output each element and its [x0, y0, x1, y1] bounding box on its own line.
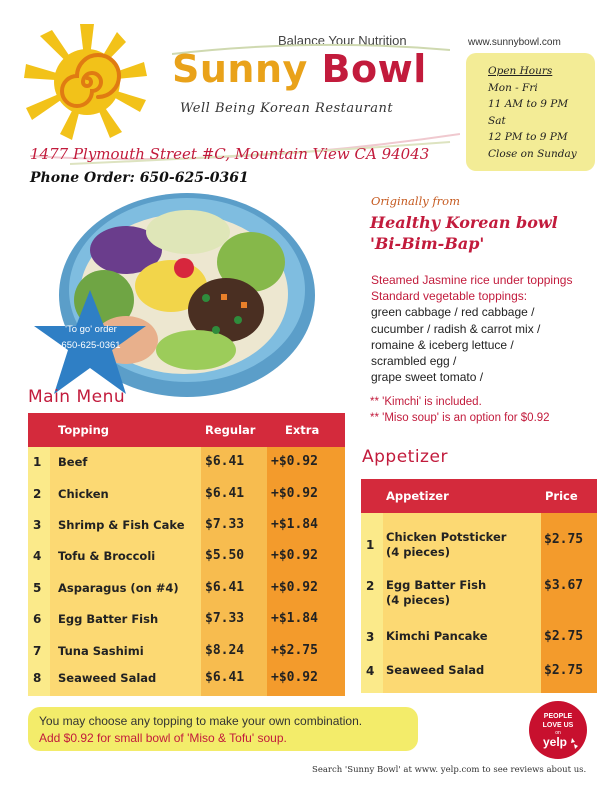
appetizer-name-line: Seaweed Salad	[386, 663, 485, 677]
hours-line: Sat	[488, 114, 506, 127]
brand-name	[172, 47, 427, 91]
hours-line: 11 AM to 9 PM	[488, 98, 569, 110]
headline-line: 'Bi-Bim-Bap'	[370, 234, 485, 253]
description-line: grape sweet tomato /	[371, 370, 484, 385]
topping-name: Beef	[58, 455, 88, 469]
description-line: green cabbage / red cabbage /	[371, 305, 535, 320]
to-go-order-text	[48, 322, 134, 354]
regular-price: $7.33	[205, 611, 245, 626]
appetizer-name-line: (4 pieces)	[386, 545, 450, 559]
menu-row	[28, 516, 345, 536]
menu-row	[28, 547, 345, 567]
menu-row	[28, 610, 345, 630]
yelp-review-note: Search 'Sunny Bowl' at www. yelp.com to see reviews about us.	[312, 765, 587, 775]
appetizer-price: $2.75	[544, 629, 584, 644]
extra-price: +$0.92	[271, 580, 318, 595]
hours-title: Open Hours	[488, 65, 553, 77]
appetizer-name-line: Chicken Potsticker	[386, 530, 507, 544]
appetizer-name	[386, 663, 536, 678]
regular-price: $5.50	[205, 548, 245, 563]
menu-row	[28, 453, 345, 473]
to-go-phone: 650-625-0361	[61, 340, 121, 351]
appetizer-name	[386, 578, 536, 608]
appetizer-name	[386, 530, 536, 560]
topping-name: Shrimp & Fish Cake	[58, 518, 185, 532]
menu-row	[28, 669, 345, 689]
row-number: 5	[33, 581, 42, 595]
row-number: 7	[33, 644, 42, 658]
appetizer-table	[361, 479, 597, 693]
restaurant-subtitle: Well Being Korean Restaurant	[180, 101, 394, 116]
extra-price: +$0.92	[271, 454, 318, 469]
appetizer-name-line: (4 pieces)	[386, 593, 450, 607]
headline-line: Healthy Korean bowl	[370, 213, 558, 232]
combination-note: You may choose any topping to make your own combination.	[39, 714, 363, 728]
address: 1477 Plymouth Street #C, Mountain View CA 94043	[30, 145, 430, 163]
svg-text:yelp: yelp	[542, 735, 568, 749]
svg-text:on: on	[555, 730, 561, 736]
kimchi-note: ** 'Kimchi' is included.	[370, 396, 482, 408]
hours-line: Close on Sunday	[488, 147, 577, 160]
row-number: 3	[33, 518, 42, 532]
topping-name: Tofu & Broccoli	[58, 549, 156, 563]
topping-name: Chicken	[58, 487, 109, 501]
miso-note: ** 'Miso soup' is an option for $0.92	[370, 412, 550, 424]
regular-price: $7.33	[205, 517, 245, 532]
menu-row	[28, 642, 345, 662]
phone-order[interactable]: Phone Order: 650-625-0361	[30, 170, 249, 186]
regular-price: $6.41	[205, 454, 245, 469]
to-go-label: 'To go' order	[65, 324, 117, 335]
appetizer-name	[386, 629, 536, 644]
appetizer-price: $2.75	[544, 532, 584, 547]
hours-line: 12 PM to 9 PM	[488, 131, 568, 143]
description-line: scrambled egg /	[371, 354, 457, 369]
row-number: 4	[33, 549, 42, 563]
svg-text:PEOPLE: PEOPLE	[543, 713, 573, 720]
appetizer-title: Appetizer	[362, 447, 448, 467]
combination-note-box	[28, 707, 418, 751]
description-line: Steamed Jasmine rice under toppings	[371, 273, 573, 287]
extra-price: +$2.75	[271, 643, 318, 658]
column-header-topping: Topping	[58, 423, 110, 437]
main-menu-table	[28, 413, 345, 696]
row-number: 6	[33, 612, 42, 626]
tagline: Balance Your Nutrition	[278, 33, 407, 48]
soup-note: Add $0.92 for small bowl of 'Miso & Tofu' soup.	[39, 731, 287, 745]
appetizer-price: $3.67	[544, 578, 584, 593]
extra-price: +$1.84	[271, 611, 318, 626]
row-number: 2	[366, 579, 375, 593]
extra-price: +$0.92	[271, 670, 318, 685]
appetizer-header	[361, 479, 597, 513]
dish-headline	[370, 212, 558, 254]
yelp-badge-icon[interactable]	[528, 700, 588, 760]
brand-bowl: Bowl	[321, 47, 427, 91]
regular-price: $6.41	[205, 670, 245, 685]
description-line: cucumber / radish & carrot mix /	[371, 321, 541, 336]
website-link[interactable]: www.sunnybowl.com	[468, 37, 561, 48]
main-menu-header	[28, 413, 345, 447]
brand-sunny: Sunny	[172, 47, 308, 91]
row-number: 1	[33, 455, 42, 469]
origin-label: Originally from	[371, 194, 460, 208]
row-number: 4	[366, 664, 375, 678]
dish-description	[371, 272, 572, 385]
extra-price: +$0.92	[271, 486, 318, 501]
column-header-regular: Regular	[205, 423, 256, 437]
appetizer-price: $2.75	[544, 663, 584, 678]
row-number: 8	[33, 671, 42, 685]
menu-notes	[370, 394, 550, 426]
description-line: Standard vegetable toppings:	[371, 289, 528, 304]
extra-price: +$1.84	[271, 517, 318, 532]
svg-text:LOVE US: LOVE US	[542, 722, 574, 729]
column-header-extra: Extra	[285, 423, 320, 437]
extra-price: +$0.92	[271, 548, 318, 563]
open-hours-box	[466, 53, 595, 171]
topping-name: Seaweed Salad	[58, 671, 157, 685]
row-number: 2	[33, 487, 42, 501]
description-line: romaine & iceberg lettuce /	[371, 337, 514, 352]
regular-price: $8.24	[205, 643, 245, 658]
column-header-appetizer: Appetizer	[386, 489, 449, 503]
menu-row	[28, 579, 345, 599]
hours-line: Mon - Fri	[488, 81, 538, 94]
topping-name: Egg Batter Fish	[58, 612, 159, 626]
topping-name: Asparagus (on #4)	[58, 581, 179, 595]
row-number: 3	[366, 630, 375, 644]
topping-name: Tuna Sashimi	[58, 644, 144, 658]
regular-price: $6.41	[205, 486, 245, 501]
sun-logo-icon	[22, 22, 152, 142]
menu-row	[28, 485, 345, 505]
row-number: 1	[366, 538, 375, 552]
column-header-price: Price	[545, 489, 578, 503]
appetizer-name-line: Kimchi Pancake	[386, 629, 488, 643]
appetizer-name-line: Egg Batter Fish	[386, 578, 487, 592]
regular-price: $6.41	[205, 580, 245, 595]
main-menu-title: Main Menu	[28, 387, 126, 407]
